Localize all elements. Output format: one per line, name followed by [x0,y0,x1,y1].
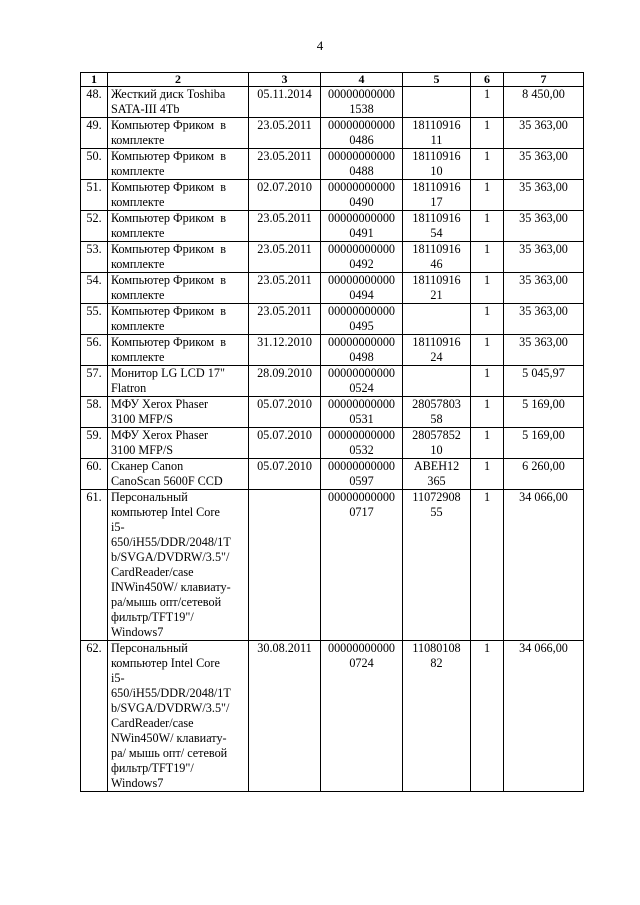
page-number: 4 [316,38,324,53]
item-name-cell: Жесткий диск Toshiba SATA-III 4Tb [108,87,249,118]
table-row [81,335,584,366]
quantity-cell: 1 [471,335,504,366]
quantity-cell: 1 [471,180,504,211]
column-header: 5 [403,73,471,87]
book-value-cell: 5 169,00 [504,397,584,428]
item-name-cell: Сканер Canon CanoScan 5600F CCD [108,459,249,490]
row-number-cell: 57. [81,366,108,397]
column-header: 4 [321,73,403,87]
item-name-cell: Компьютер Фриком в комплекте [108,118,249,149]
quantity-cell: 1 [471,641,504,792]
column-header: 6 [471,73,504,87]
row-number-cell: 51. [81,180,108,211]
acquisition-date-cell: 02.07.2010 [249,180,321,211]
factory-number-cell: 28057803 58 [403,397,471,428]
inventory-number-cell: 00000000000 0490 [321,180,403,211]
inventory-number-cell: 00000000000 1538 [321,87,403,118]
acquisition-date-cell: 31.12.2010 [249,335,321,366]
table-row [81,397,584,428]
factory-number-cell: 18110916 17 [403,180,471,211]
row-number-cell: 62. [81,641,108,792]
inventory-number-cell: 00000000000 0495 [321,304,403,335]
factory-number-cell: ABEH12 365 [403,459,471,490]
inventory-number-cell: 00000000000 0498 [321,335,403,366]
table-row [81,490,584,641]
inventory-number-cell: 00000000000 0724 [321,641,403,792]
row-number-cell: 61. [81,490,108,641]
inventory-number-cell: 00000000000 0532 [321,428,403,459]
acquisition-date-cell: 05.11.2014 [249,87,321,118]
item-name-cell: Персональный компьютер Intel Core i5- 650/iH55/DDR/2048/1T b/SVGA/DVDRW/3.5"/ CardReader/case NWin450W/ клавиату- ра/ мышь опт/ сетевой фильтр/TFT19"/ Windows7 [108,641,249,792]
quantity-cell: 1 [471,304,504,335]
quantity-cell: 1 [471,397,504,428]
factory-number-cell: 18110916 46 [403,242,471,273]
row-number-cell: 55. [81,304,108,335]
item-name-cell: Компьютер Фриком в комплекте [108,273,249,304]
row-number-cell: 60. [81,459,108,490]
inventory-number-cell: 00000000000 0488 [321,149,403,180]
row-number-cell: 58. [81,397,108,428]
column-header: 7 [504,73,584,87]
table-row [81,428,584,459]
row-number-cell: 52. [81,211,108,242]
table-row [81,118,584,149]
factory-number-cell: 11072908 55 [403,490,471,641]
book-value-cell: 35 363,00 [504,273,584,304]
item-name-cell: Монитор LG LCD 17" Flatron [108,366,249,397]
acquisition-date-cell: 23.05.2011 [249,273,321,304]
item-name-cell: Компьютер Фриком в комплекте [108,211,249,242]
table-row [81,87,584,118]
acquisition-date-cell: 23.05.2011 [249,118,321,149]
inventory-number-cell: 00000000000 0491 [321,211,403,242]
factory-number-cell: 18110916 10 [403,149,471,180]
inventory-number-cell: 00000000000 0486 [321,118,403,149]
acquisition-date-cell: 05.07.2010 [249,428,321,459]
acquisition-date-cell: 05.07.2010 [249,397,321,428]
book-value-cell: 35 363,00 [504,118,584,149]
item-name-cell: МФУ Xerox Phaser 3100 MFP/S [108,428,249,459]
row-number-cell: 50. [81,149,108,180]
row-number-cell: 59. [81,428,108,459]
acquisition-date-cell: 30.08.2011 [249,641,321,792]
item-name-cell: Компьютер Фриком в комплекте [108,242,249,273]
table-row [81,242,584,273]
book-value-cell: 34 066,00 [504,490,584,641]
book-value-cell: 5 169,00 [504,428,584,459]
table-row [81,459,584,490]
book-value-cell: 8 450,00 [504,87,584,118]
book-value-cell: 35 363,00 [504,335,584,366]
book-value-cell: 34 066,00 [504,641,584,792]
book-value-cell: 6 260,00 [504,459,584,490]
table-row [81,641,584,792]
row-number-cell: 49. [81,118,108,149]
item-name-cell: Компьютер Фриком в комплекте [108,335,249,366]
item-name-cell: МФУ Xerox Phaser 3100 MFP/S [108,397,249,428]
table-row [81,304,584,335]
quantity-cell: 1 [471,490,504,641]
row-number-cell: 56. [81,335,108,366]
book-value-cell: 35 363,00 [504,180,584,211]
book-value-cell: 35 363,00 [504,149,584,180]
acquisition-date-cell: 23.05.2011 [249,242,321,273]
quantity-cell: 1 [471,273,504,304]
inventory-number-cell: 00000000000 0531 [321,397,403,428]
row-number-cell: 54. [81,273,108,304]
factory-number-cell: 18110916 54 [403,211,471,242]
factory-number-cell: 18110916 24 [403,335,471,366]
item-name-cell: Компьютер Фриком в комплекте [108,304,249,335]
inventory-number-cell: 00000000000 0597 [321,459,403,490]
column-header: 1 [81,73,108,87]
inventory-table [80,72,584,792]
row-number-cell: 48. [81,87,108,118]
item-name-cell: Компьютер Фриком в комплекте [108,180,249,211]
table-row [81,273,584,304]
factory-number-cell [403,87,471,118]
factory-number-cell: 18110916 11 [403,118,471,149]
inventory-number-cell: 00000000000 0494 [321,273,403,304]
acquisition-date-cell: 23.05.2011 [249,304,321,335]
quantity-cell: 1 [471,242,504,273]
item-name-cell: Персональный компьютер Intel Core i5- 650/iH55/DDR/2048/1T b/SVGA/DVDRW/3.5"/ CardReader/case INWin450W/ клавиату- ра/мышь опт/сетевой фильтр/TFT19"/ Windows7 [108,490,249,641]
acquisition-date-cell: 23.05.2011 [249,211,321,242]
factory-number-cell: 18110916 21 [403,273,471,304]
inventory-number-cell: 00000000000 0492 [321,242,403,273]
acquisition-date-cell: 23.05.2011 [249,149,321,180]
column-header: 3 [249,73,321,87]
book-value-cell: 35 363,00 [504,242,584,273]
acquisition-date-cell: 28.09.2010 [249,366,321,397]
table-row [81,180,584,211]
row-number-cell: 53. [81,242,108,273]
factory-number-cell [403,304,471,335]
table-row [81,366,584,397]
factory-number-cell [403,366,471,397]
factory-number-cell: 11080108 82 [403,641,471,792]
table-row [81,149,584,180]
book-value-cell: 5 045,97 [504,366,584,397]
factory-number-cell: 28057852 10 [403,428,471,459]
quantity-cell: 1 [471,428,504,459]
quantity-cell: 1 [471,459,504,490]
quantity-cell: 1 [471,87,504,118]
table-header-row [81,73,584,87]
item-name-cell: Компьютер Фриком в комплекте [108,149,249,180]
quantity-cell: 1 [471,211,504,242]
inventory-number-cell: 00000000000 0524 [321,366,403,397]
quantity-cell: 1 [471,149,504,180]
quantity-cell: 1 [471,118,504,149]
column-header: 2 [108,73,249,87]
book-value-cell: 35 363,00 [504,211,584,242]
inventory-number-cell: 00000000000 0717 [321,490,403,641]
acquisition-date-cell [249,490,321,641]
quantity-cell: 1 [471,366,504,397]
acquisition-date-cell: 05.07.2010 [249,459,321,490]
book-value-cell: 35 363,00 [504,304,584,335]
table-row [81,211,584,242]
